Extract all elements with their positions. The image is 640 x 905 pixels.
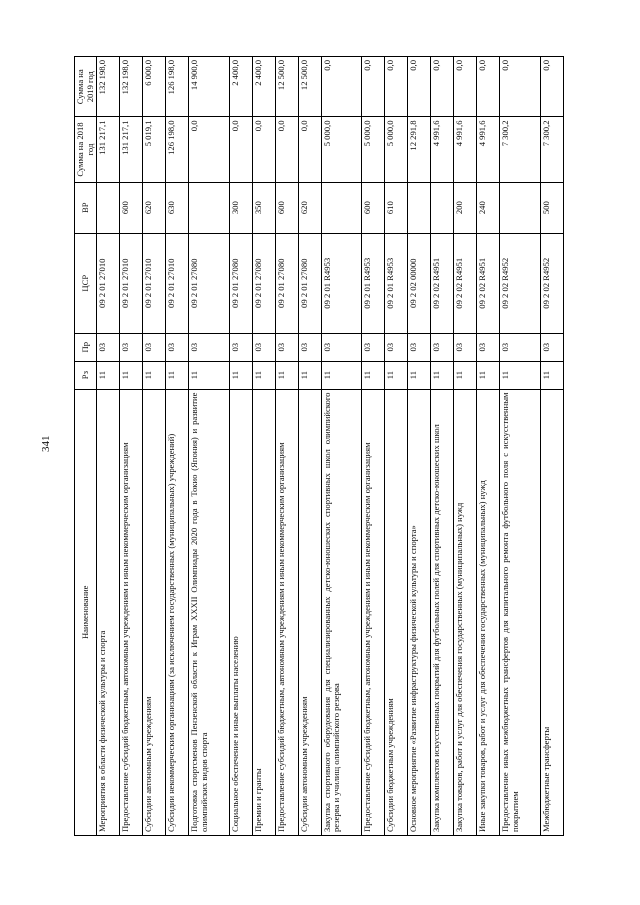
cell-name: Предоставление иных межбюджетных трансфертов для капитального ремонта футбольного поля с искусственным покрытием [500, 389, 541, 835]
cell-sum-2018: 0,0 [275, 117, 298, 182]
cell-sum-2018: 4 991,6 [454, 117, 477, 182]
cell-sum-2018: 4 991,6 [431, 117, 454, 182]
cell-sum-2019: 0,0 [477, 57, 500, 118]
table-row [408, 57, 431, 836]
cell-name: Закупка комплектов искусственных покрытий для футбольных полей для спортивных детско-юношеских школ [431, 389, 454, 835]
table-row [189, 57, 230, 836]
table-row [321, 57, 362, 836]
cell-sum-2018: 131 217,1 [97, 117, 120, 182]
cell-csr: 09 2 02 R4951 [431, 233, 454, 333]
cell-name: Субсидии бюджетным учреждениям [385, 389, 408, 835]
table-row [166, 57, 189, 836]
cell-sum-2018: 4 991,6 [477, 117, 500, 182]
cell-pr: 03 [500, 333, 541, 361]
cell-sum-2018: 5 000,0 [385, 117, 408, 182]
header-sum-2019: Сумма на 2019 год [75, 57, 97, 118]
cell-csr: 09 2 02 R4952 [540, 233, 563, 333]
cell-sum-2018: 7 300,2 [500, 117, 541, 182]
table-header-row [75, 57, 97, 836]
table-row [454, 57, 477, 836]
header-sum-2018: Сумма на 2018 год [75, 117, 97, 182]
cell-vr: 600 [120, 182, 143, 233]
cell-vr [500, 182, 541, 233]
cell-csr: 09 2 01 27080 [229, 233, 252, 333]
table-row [385, 57, 408, 836]
cell-csr: 09 2 01 27010 [97, 233, 120, 333]
cell-csr: 09 2 01 27080 [298, 233, 321, 333]
cell-rz: 11 [252, 361, 275, 389]
cell-vr: 630 [166, 182, 189, 233]
cell-pr: 03 [454, 333, 477, 361]
cell-rz: 11 [454, 361, 477, 389]
cell-rz: 11 [385, 361, 408, 389]
cell-pr: 03 [143, 333, 166, 361]
cell-rz: 11 [500, 361, 541, 389]
cell-vr [408, 182, 431, 233]
cell-name: Социальное обеспечение и иные выплаты населению [229, 389, 252, 835]
cell-sum-2019: 0,0 [321, 57, 362, 118]
table-row [120, 57, 143, 836]
cell-vr: 610 [385, 182, 408, 233]
cell-rz: 11 [362, 361, 385, 389]
cell-rz: 11 [321, 361, 362, 389]
header-pr: Пр [75, 333, 97, 361]
cell-sum-2019: 2 400,0 [252, 57, 275, 118]
cell-vr: 350 [252, 182, 275, 233]
cell-vr [431, 182, 454, 233]
cell-pr: 03 [408, 333, 431, 361]
cell-sum-2019: 12 500,0 [298, 57, 321, 118]
cell-rz: 11 [120, 361, 143, 389]
cell-csr: 09 2 01 27010 [120, 233, 143, 333]
cell-sum-2019: 0,0 [454, 57, 477, 118]
cell-pr: 03 [275, 333, 298, 361]
cell-vr: 600 [275, 182, 298, 233]
table-row [500, 57, 541, 836]
rotated-table-container [74, 56, 564, 836]
cell-sum-2019: 0,0 [500, 57, 541, 118]
cell-vr: 620 [298, 182, 321, 233]
cell-sum-2019: 126 198,0 [166, 57, 189, 118]
cell-name: Субсидии некоммерческим организациям (за исключением государственных (муниципальных) учреждений) [166, 389, 189, 835]
header-vr: ВР [75, 182, 97, 233]
cell-pr: 03 [120, 333, 143, 361]
cell-rz: 11 [97, 361, 120, 389]
cell-pr: 03 [362, 333, 385, 361]
cell-name: Предоставление субсидий бюджетным, автономным учреждениям и иным некоммерческим организациям [362, 389, 385, 835]
cell-pr: 03 [298, 333, 321, 361]
cell-pr: 03 [166, 333, 189, 361]
cell-csr: 09 2 01 27080 [275, 233, 298, 333]
table-row [362, 57, 385, 836]
cell-name: Предоставление субсидий бюджетным, автономным учреждениям и иным некоммерческим организациям [120, 389, 143, 835]
cell-sum-2018: 126 198,0 [166, 117, 189, 182]
cell-sum-2018: 0,0 [298, 117, 321, 182]
cell-name: Межбюджетные трансферты [540, 389, 563, 835]
cell-rz: 11 [229, 361, 252, 389]
cell-sum-2019: 132 198,0 [120, 57, 143, 118]
cell-sum-2018: 0,0 [229, 117, 252, 182]
cell-rz: 11 [408, 361, 431, 389]
cell-sum-2018: 131 217,1 [120, 117, 143, 182]
cell-sum-2019: 0,0 [362, 57, 385, 118]
table-row [229, 57, 252, 836]
cell-sum-2018: 7 300,2 [540, 117, 563, 182]
cell-vr [321, 182, 362, 233]
cell-pr: 03 [477, 333, 500, 361]
cell-sum-2019: 2 400,0 [229, 57, 252, 118]
cell-rz: 11 [431, 361, 454, 389]
page-number: 341 [40, 435, 52, 452]
cell-csr: 09 2 01 27080 [252, 233, 275, 333]
cell-pr: 03 [229, 333, 252, 361]
cell-csr: 09 2 02 R4951 [454, 233, 477, 333]
cell-csr: 09 2 01 27010 [166, 233, 189, 333]
cell-sum-2019: 12 500,0 [275, 57, 298, 118]
cell-rz: 11 [189, 361, 230, 389]
cell-pr: 03 [385, 333, 408, 361]
cell-sum-2019: 6 000,0 [143, 57, 166, 118]
cell-sum-2019: 132 198,0 [97, 57, 120, 118]
cell-sum-2019: 0,0 [540, 57, 563, 118]
cell-rz: 11 [275, 361, 298, 389]
cell-pr: 03 [97, 333, 120, 361]
cell-name: Основное мероприятие «Развитие инфраструктуры физической культуры и спорта» [408, 389, 431, 835]
cell-csr: 09 2 01 R4953 [362, 233, 385, 333]
cell-sum-2018: 12 291,8 [408, 117, 431, 182]
cell-name: Закупка спортивного оборудования для специализированных детско-юношеских спортивных школ олимпийского резерва и училищ олимпийского резерва [321, 389, 362, 835]
cell-name: Иные закупки товаров, работ и услуг для обеспечения государственных (муниципальных) нужд [477, 389, 500, 835]
cell-sum-2019: 14 900,0 [189, 57, 230, 118]
table-row [298, 57, 321, 836]
cell-name: Мероприятия в области физической культуры и спорта [97, 389, 120, 835]
cell-pr: 03 [189, 333, 230, 361]
cell-sum-2018: 5 000,0 [362, 117, 385, 182]
cell-csr: 09 2 01 R4953 [321, 233, 362, 333]
cell-vr: 620 [143, 182, 166, 233]
table-row [143, 57, 166, 836]
cell-sum-2018: 5 000,0 [321, 117, 362, 182]
cell-pr: 03 [252, 333, 275, 361]
cell-sum-2019: 0,0 [431, 57, 454, 118]
cell-rz: 11 [166, 361, 189, 389]
cell-vr: 300 [229, 182, 252, 233]
cell-csr: 09 2 01 27010 [143, 233, 166, 333]
cell-vr: 500 [540, 182, 563, 233]
cell-rz: 11 [143, 361, 166, 389]
cell-csr: 09 2 02 R4951 [477, 233, 500, 333]
cell-name: Подготовка спортсменов Пензенской области к Играм XXXII Олимпиады 2020 года в Токио (Япония) и развитие олимпийских видов спорта [189, 389, 230, 835]
cell-vr [97, 182, 120, 233]
header-rz: Рз [75, 361, 97, 389]
cell-name: Субсидии автономным учреждениям [298, 389, 321, 835]
cell-vr [189, 182, 230, 233]
cell-rz: 11 [477, 361, 500, 389]
cell-csr: 09 2 01 27080 [189, 233, 230, 333]
cell-sum-2018: 5 019,1 [143, 117, 166, 182]
table-body [97, 57, 564, 836]
cell-csr: 09 2 02 00000 [408, 233, 431, 333]
cell-pr: 03 [321, 333, 362, 361]
cell-sum-2018: 0,0 [252, 117, 275, 182]
table-row [275, 57, 298, 836]
cell-sum-2019: 0,0 [408, 57, 431, 118]
budget-table [74, 56, 564, 836]
header-csr: ЦСР [75, 233, 97, 333]
table-row [97, 57, 120, 836]
cell-vr: 600 [362, 182, 385, 233]
cell-vr: 200 [454, 182, 477, 233]
cell-csr: 09 2 02 R4952 [500, 233, 541, 333]
cell-name: Закупка товаров, работ и услуг для обеспечения государственных (муниципальных) нужд [454, 389, 477, 835]
cell-name: Субсидии автономным учреждениям [143, 389, 166, 835]
cell-rz: 11 [298, 361, 321, 389]
table-row [431, 57, 454, 836]
table-row [252, 57, 275, 836]
cell-sum-2019: 0,0 [385, 57, 408, 118]
cell-sum-2018: 0,0 [189, 117, 230, 182]
cell-rz: 11 [540, 361, 563, 389]
cell-csr: 09 2 01 R4953 [385, 233, 408, 333]
cell-pr: 03 [431, 333, 454, 361]
cell-name: Предоставление субсидий бюджетным, автономным учреждениям и иным некоммерческим организациям [275, 389, 298, 835]
cell-name: Премии и гранты [252, 389, 275, 835]
table-row [477, 57, 500, 836]
cell-vr: 240 [477, 182, 500, 233]
cell-pr: 03 [540, 333, 563, 361]
table-row [540, 57, 563, 836]
header-name: Наименование [75, 389, 97, 835]
